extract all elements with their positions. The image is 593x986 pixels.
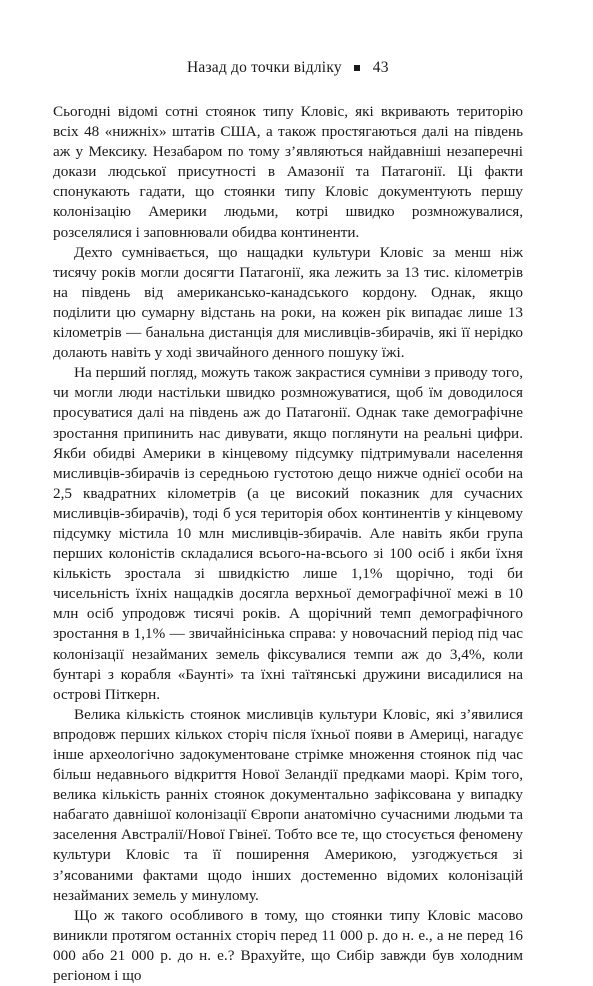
body-text xyxy=(53,102,523,986)
paragraph: На перший погляд, можуть також закрастися сумніви з приводу того, чи могли люди настільки швидко розмножуватися, щоб їм доводилося просуватися далі на південь аж до Патагонії. Однак таке демографічне зростання припинить нас дивувати, якщо поглянути на реальні цифри. Якби обидві Америки в кінцевому підсумку підтримували населення мисливців-збирачів із середньою густотою дещо нижче однієї особи на 2,5 квадратних кілометрів (а це високий показник для сучасних мисливців-збирачів), тоді б уся територія обох континентів у кінцевому підсумку містила 10 млн мисливців-збирачів. Але навіть якби група перших колоністів складалися всього-на-всього зі 100 осіб і якби їхня кількість зростала зі швидкістю лише 1,1% щорічно, тоді би чисельність їхніх нащадків досягла верхньої демографічної межі в 10 млн осіб упродовж тисячі років. А щорічний темп демографічного зростання в 1,1% — звичайнісінька справа: у новочасний період під час колонізації незайманих земель фіксувалися темпи аж до 3,4%, коли бунтарі з корабля «Баунті» та їхні таїтянські дружини висадилися на острові Піткерн. xyxy=(53,364,523,703)
page-number: 43 xyxy=(372,59,389,76)
paragraph: Сьогодні відомі сотні стоянок типу Кловіс, які вкривають територію всіх 48 «нижніх» штатів США, а також простягаються далі на південь аж у Мексику. Незабаром по тому з’являються найдавніші незаперечні докази людської присутності в Амазонії та Патагонії. Ці факти спонукають гадати, що стоянки типу Кловіс документують першу колонізацію Америки людьми, котрі швидко розмножувалися, розселялися і заповнювали обидва континенти. xyxy=(53,103,523,241)
running-head-title: Назад до точки відліку xyxy=(187,59,342,76)
paragraph: Що ж такого особливого в тому, що стоянки типу Кловіс масово виникли протягом останніх сторіч перед 11 000 р. до н. е., а не перед 16 000 або 21 000 р. до н. е.? Врахуйте, що Сибір завжди був холодним регіоном і що xyxy=(53,906,523,985)
running-header xyxy=(187,58,389,78)
square-bullet-icon xyxy=(354,65,360,71)
paragraph: Дехто сумнівається, що нащадки культури Кловіс за менш ніж тисячу років могли досягти Патагонії, яка лежить за 13 тис. кілометрів на південь від американсько-канадського кордону. Однак, якщо поділити цю сумарну відстань на роки, на кожен рік випадає лише 13 кілометрів — банальна дистанція для мисливців-збирачів, які її нерідко долають навіть у ході звичайного денного пошуку їжі. xyxy=(53,243,523,362)
paragraph: Велика кількість стоянок мисливців культури Кловіс, які з’явилися впродовж перших кількох сторіч після їхньої появи в Америці, нагадує інше археологічно задокументоване стрімке множення стоянок під час більш недавнього відкриття Нової Зеландії предками маорі. Крім того, велика кількість ранніх стоянок документально зафіксована у випадку набагато давнішої колонізації Європи анатомічно сучасними людьми та заселення Австралії/Нової Гвінеї. Тобто все те, що стосується феномену культури Кловіс та її поширення Америкою, узгоджується зі з’ясованими фактами щодо інших достеменно відомих колонізацій незайманих земель у минулому. xyxy=(53,705,523,904)
